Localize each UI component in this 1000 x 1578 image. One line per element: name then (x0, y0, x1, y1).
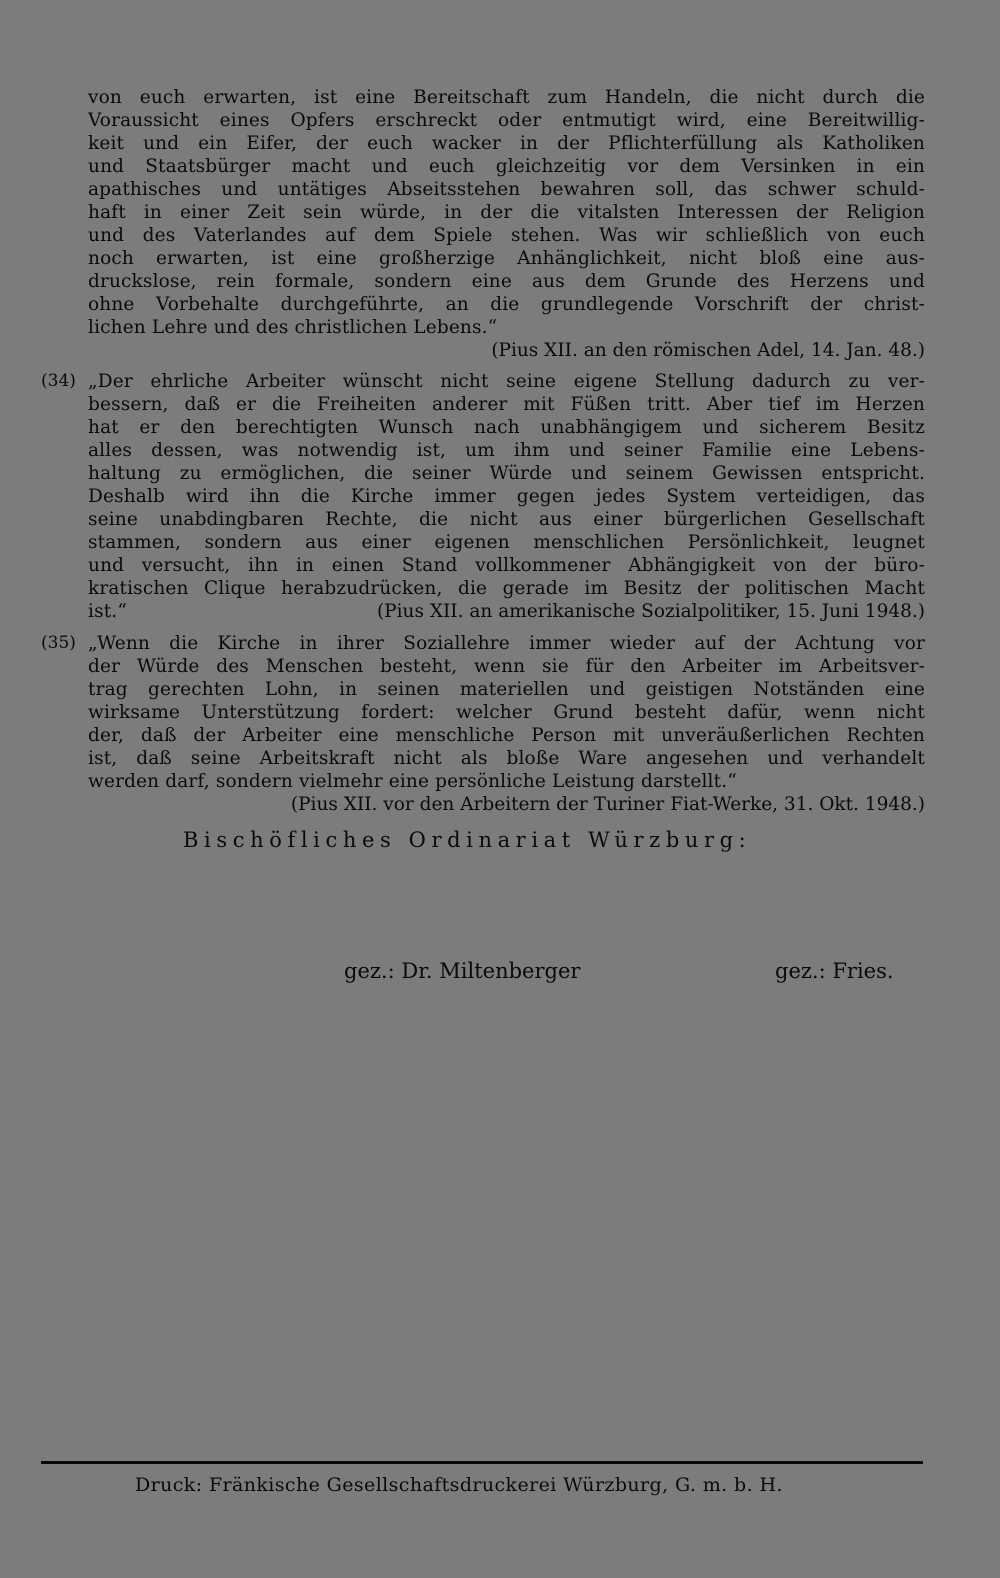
text-line: bessern, daß er die Freiheiten anderer mit Füßen tritt. Aber tief im Herzen (88, 394, 925, 415)
printer-imprint: Druck: Fränkische Gesellschaftsdruckerei Würzburg, G. m. b. H. (135, 1474, 783, 1496)
signature-fries: gez.: Fries. (775, 959, 894, 983)
text-line: stammen, sondern aus einer eigenen menschlichen Persönlichkeit, leugnet (88, 532, 925, 553)
footer-divider (41, 1461, 923, 1464)
text-line: ist, daß seine Arbeitskraft nicht als bloße Ware angesehen und verhandelt (88, 748, 925, 769)
text-line: der Würde des Menschen besteht, wenn sie für den Arbeiter im Arbeitsver- (88, 656, 925, 677)
text-line: druckslose, rein formale, sondern eine aus dem Grunde des Herzens und (88, 271, 925, 292)
text-line: kratischen Clique herabzudrücken, die gerade im Besitz der politischen Macht (88, 578, 925, 599)
text-line: werden darf, sondern vielmehr eine persönliche Leistung darstellt.“ (88, 771, 737, 792)
text-line: und des Vaterlandes auf dem Spiele stehen. Was wir schließlich von euch (88, 225, 925, 246)
text-line: lichen Lehre und des christlichen Lebens.“ (88, 317, 498, 338)
text-line: alles dessen, was notwendig ist, um ihm und seiner Familie eine Lebens- (88, 440, 925, 461)
citation: (Pius XII. vor den Arbeitern der Turiner Fiat-Werke, 31. Okt. 1948.) (290, 794, 925, 815)
text-line: keit und ein Eifer, der euch wacker in der Pflichterfüllung als Katholiken (88, 133, 925, 154)
citation: (Pius XII. an den römischen Adel, 14. Jan. 48.) (491, 340, 925, 361)
signature-miltenberger: gez.: Dr. Miltenberger (344, 959, 581, 983)
text-line: der, daß der Arbeiter eine menschliche Person mit unveräußerlichen Rechten (88, 725, 925, 746)
text-line: und versucht, ihn in einen Stand vollkommener Abhängigkeit von der büro- (88, 555, 925, 576)
citation: (Pius XII. an amerikanische Sozialpolitiker, 15. Juni 1948.) (376, 601, 925, 622)
text-line: und Staatsbürger macht und euch gleichzeitig vor dem Versinken in ein (88, 156, 925, 177)
paragraph-number: (35) (41, 633, 76, 653)
text-line: seine unabdingbaren Rechte, die nicht aus einer bürgerlichen Gesellschaft (88, 509, 925, 530)
text-line: wirksame Unterstützung fordert: welcher Grund besteht dafür, wenn nicht (88, 702, 925, 723)
text-line: von euch erwarten, ist eine Bereitschaft zum Handeln, die nicht durch die (88, 87, 925, 108)
text-line: apathisches und untätiges Abseitsstehen bewahren soll, das schwer schuld- (88, 179, 925, 200)
text-line: „Der ehrliche Arbeiter wünscht nicht seine eigene Stellung dadurch zu ver- (88, 371, 925, 392)
text-line: „Wenn die Kirche in ihrer Soziallehre immer wieder auf der Achtung vor (88, 633, 925, 654)
text-line: trag gerechten Lohn, in seinen materiellen und geistigen Notständen eine (88, 679, 925, 700)
text-line: haft in einer Zeit sein würde, in der die vitalsten Interessen der Religion (88, 202, 925, 223)
text-line: noch erwarten, ist eine großherzige Anhänglichkeit, nicht bloß eine aus- (88, 248, 925, 269)
text-line: ohne Vorbehalte durchgeführte, an die grundlegende Vorschrift der christ- (88, 294, 925, 315)
text-line: haltung zu ermöglichen, die seiner Würde und seinem Gewissen entspricht. (88, 463, 925, 484)
paragraph-number: (34) (41, 371, 76, 391)
text-line: Voraussicht eines Opfers erschreckt oder entmutigt wird, eine Bereitwillig- (88, 110, 925, 131)
issuing-authority: Bischöfliches Ordinariat Würzburg: (183, 828, 752, 852)
text-line: Deshalb wird ihn die Kirche immer gegen jedes System verteidigen, das (88, 486, 925, 507)
text-line: hat er den berechtigten Wunsch nach unabhängigem und sicherem Besitz (88, 417, 925, 438)
text-line: ist.“ (88, 601, 127, 622)
